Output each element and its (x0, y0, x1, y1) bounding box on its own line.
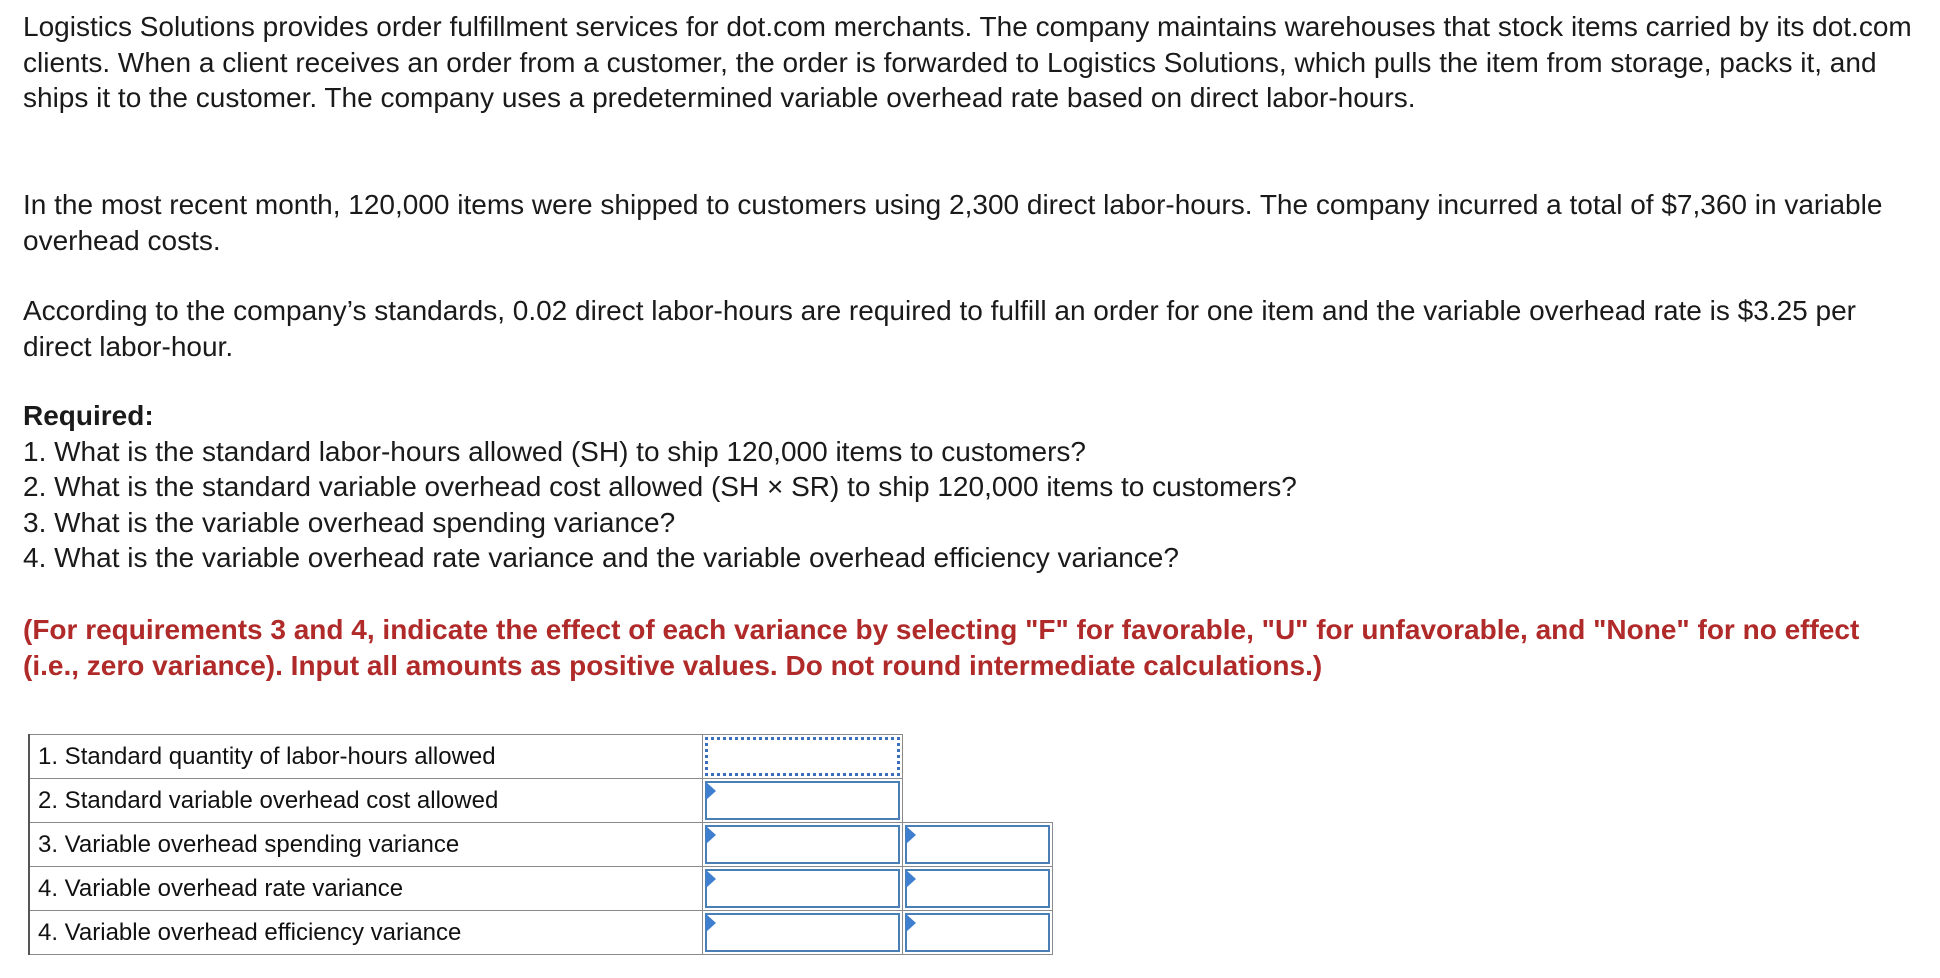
table-row (29, 911, 1052, 955)
empty-cell (902, 779, 1052, 823)
efficiency-variance-effect-select[interactable] (905, 913, 1050, 952)
input-cell-standard-cost (702, 779, 902, 823)
empty-cell (902, 735, 1052, 779)
input-marker-icon (706, 870, 716, 888)
standard-cost-input[interactable] (705, 781, 900, 820)
table-row (29, 779, 1052, 823)
table-row (29, 735, 1052, 779)
select-cell-rate-variance (902, 867, 1052, 911)
row-label-standard-cost: 2. Standard variable overhead cost allowed (29, 779, 702, 823)
problem-paragraph-2: In the most recent month, 120,000 items were shipped to customers using 2,300 direct labor-hours. The company incurred a total of $7,360 in variable overhead costs. (23, 189, 1883, 256)
row-label-standard-hours: 1. Standard quantity of labor-hours allowed (29, 735, 702, 779)
required-item-4: 4. What is the variable overhead rate variance and the variable overhead efficiency variance? (23, 542, 1179, 573)
input-marker-icon (706, 782, 716, 800)
answer-table (28, 734, 1053, 955)
input-cell-spending-variance (702, 823, 902, 867)
efficiency-variance-input[interactable] (705, 913, 900, 952)
required-section (23, 398, 1923, 576)
input-marker-icon (706, 914, 716, 932)
problem-paragraph-3: According to the company’s standards, 0.02 direct labor-hours are required to fulfill an order for one item and the variable overhead rate is $3.25 per direct labor-hour. (23, 295, 1856, 362)
input-cell-efficiency-variance (702, 911, 902, 955)
select-marker-icon (906, 826, 916, 844)
row-label-rate-variance: 4. Variable overhead rate variance (29, 867, 702, 911)
standard-hours-input[interactable] (705, 737, 900, 776)
rate-variance-input[interactable] (705, 869, 900, 908)
table-row (29, 867, 1052, 911)
select-cell-spending-variance (902, 823, 1052, 867)
required-item-3: 3. What is the variable overhead spending variance? (23, 506, 676, 538)
required-item-2: 2. What is the standard variable overhead cost allowed (SH × SR) to ship 120,000 items to customers? (23, 471, 1297, 502)
select-cell-efficiency-variance (902, 911, 1052, 955)
input-marker-icon (706, 826, 716, 844)
required-heading: Required: (23, 400, 154, 431)
select-marker-icon (906, 914, 916, 932)
input-cell-standard-hours (702, 735, 902, 779)
row-label-spending-variance: 3. Variable overhead spending variance (29, 823, 702, 867)
instructions-note: (For requirements 3 and 4, indicate the effect of each variance by selecting "F" for favorable, "U" for unfavorable, and "None" for no effect (i.e., zero variance). Input all amounts as positive values. Do not round intermediate calculations.) (23, 614, 1860, 681)
spending-variance-effect-select[interactable] (905, 825, 1050, 864)
row-label-efficiency-variance: 4. Variable overhead efficiency variance (29, 911, 702, 955)
rate-variance-effect-select[interactable] (905, 869, 1050, 908)
spending-variance-input[interactable] (705, 825, 900, 864)
required-item-1: 1. What is the standard labor-hours allowed (SH) to ship 120,000 items to customers? (23, 435, 1086, 467)
problem-paragraph-1: Logistics Solutions provides order fulfillment services for dot.com merchants. The company maintains warehouses that stock items carried by its dot.com clients. When a client receives an order from a customer, the order is forwarded to Logistics Solutions, which pulls the item from storage, packs it, and ships it to the customer. The company uses a predetermined variable overhead rate based on direct labor-hours. (23, 11, 1912, 113)
table-row (29, 823, 1052, 867)
input-cell-rate-variance (702, 867, 902, 911)
select-marker-icon (906, 870, 916, 888)
